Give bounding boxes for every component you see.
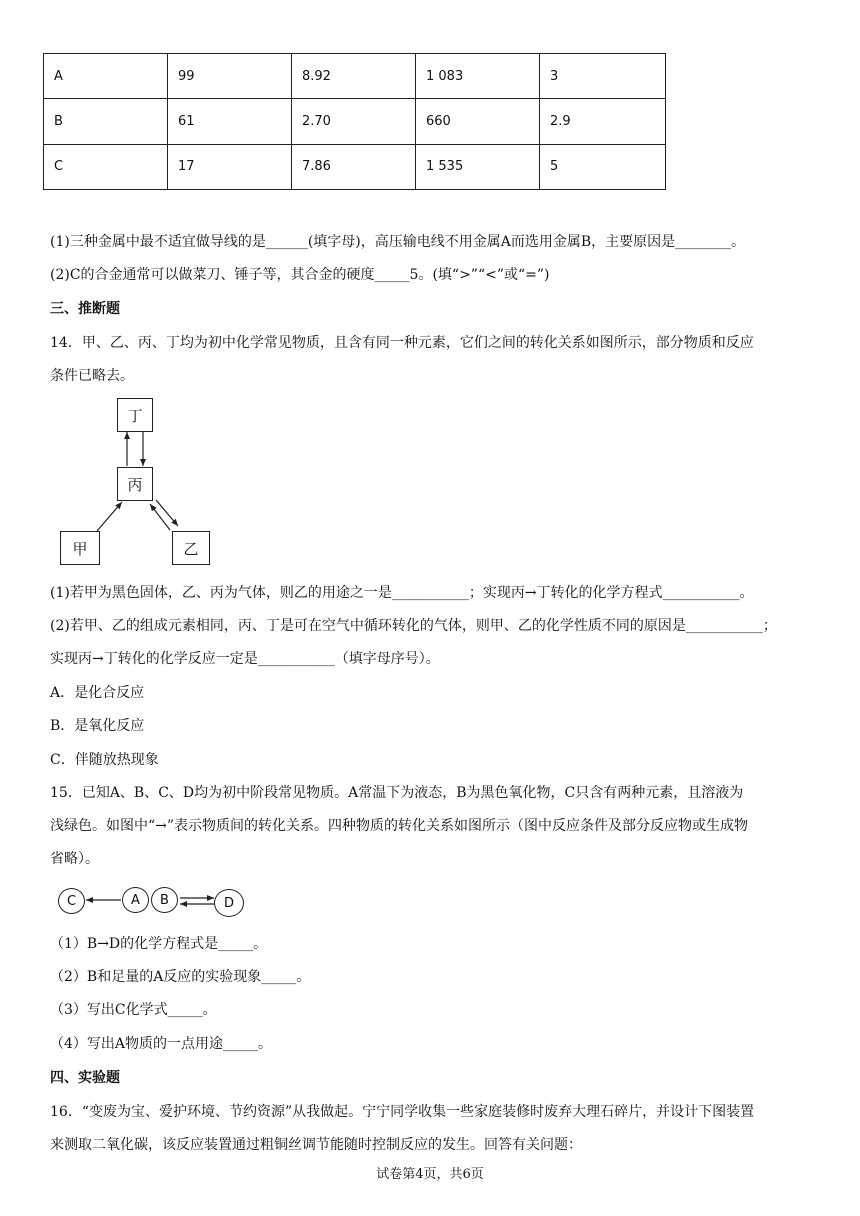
q14-stem-line2: 条件已略去。 — [50, 368, 134, 384]
section-heading-3: 三、推断题 — [50, 301, 120, 317]
table-cell: 99 — [168, 54, 292, 99]
q13-part2: (2)C的合金通常可以做菜刀、锤子等，其合金的硬度_____5。(填“>”“<”或“=”) — [50, 267, 550, 283]
q15-sub1: （1）B→D的化学方程式是_____。 — [50, 936, 268, 952]
table-cell: 2.70 — [292, 99, 416, 144]
q16-stem-line2: 来测取二氧化碳，该反应装置通过粗铜丝调节能随时控制反应的发生。回答有关问题： — [50, 1137, 582, 1153]
q13-part1: (1)三种金属中最不适宜做导线的是______(填字母)，高压输电线不用金属A而选用金属B，主要原因是________。 — [50, 234, 746, 250]
node-a: A — [122, 887, 149, 913]
node-bing: 丙 — [117, 467, 153, 501]
page-footer: 试卷第4页，共6页 — [376, 1167, 484, 1182]
section-heading-4: 四、实验题 — [50, 1070, 120, 1086]
table-cell: 3 — [540, 54, 666, 99]
q15-stem-line2: 浅绿色。如图中“→”表示物质间的转化关系。四种物质的转化关系如图所示（图中反应条件及部分反应物或生成物 — [50, 818, 749, 834]
table-cell: A — [44, 54, 168, 99]
q14-part1: (1)若甲为黑色固体，乙、丙为气体，则乙的用途之一是___________；实现丙→丁转化的化学方程式___________。 — [50, 585, 754, 601]
table-cell: 2.9 — [540, 99, 666, 144]
table-cell: 1 083 — [416, 54, 540, 99]
q15-stem-line3: 省略）。 — [50, 851, 99, 867]
table-cell: 1 535 — [416, 144, 540, 189]
table-cell: 61 — [168, 99, 292, 144]
q14-part2-line2: 实现丙→丁转化的化学反应一定是___________（填字母序号）。 — [50, 651, 440, 667]
q14-stem-line1: 14．甲、乙、丙、丁均为初中化学常见物质，且含有同一种元素，它们之间的转化关系如图所示，部分物质和反应 — [50, 335, 754, 351]
table-cell: 7.86 — [292, 144, 416, 189]
q14-option-c: C．伴随放热现象 — [50, 752, 159, 768]
q14-part2-line1: (2)若甲、乙的组成元素相同，丙、丁是可在空气中循环转化的气体，则甲、乙的化学性质不同的原因是___________； — [50, 618, 777, 634]
table-cell: B — [44, 99, 168, 144]
q16-stem-line1: 16．“变废为宝、爱护环境、节约资源”从我做起。宁宁同学收集一些家庭装修时废弃大理石碎片，并设计下图装置 — [50, 1104, 755, 1120]
node-d: D — [214, 889, 244, 917]
node-yi: 乙 — [172, 531, 210, 565]
table-cell: C — [44, 144, 168, 189]
q15-sub2: （2）B和足量的A反应的实验现象_____。 — [50, 969, 311, 985]
node-ding: 丁 — [117, 398, 153, 432]
table-cell: 17 — [168, 144, 292, 189]
q14-option-b: B．是氧化反应 — [50, 718, 145, 734]
q14-option-a: A．是化合反应 — [50, 685, 145, 701]
q15-sub4: （4）写出A物质的一点用途_____。 — [50, 1036, 273, 1052]
table-cell: 660 — [416, 99, 540, 144]
q15-sub3: （3）写出C化学式_____。 — [50, 1002, 217, 1018]
node-c: C — [58, 888, 85, 914]
node-jia: 甲 — [60, 531, 100, 565]
table-cell: 8.92 — [292, 54, 416, 99]
q15-stem-line1: 15．已知A、B、C、D均为初中阶段常见物质。A常温下为液态，B为黑色氧化物，C只含有两种元素，且溶液为 — [50, 785, 744, 801]
table-cell: 5 — [540, 144, 666, 189]
node-b: B — [151, 887, 178, 913]
